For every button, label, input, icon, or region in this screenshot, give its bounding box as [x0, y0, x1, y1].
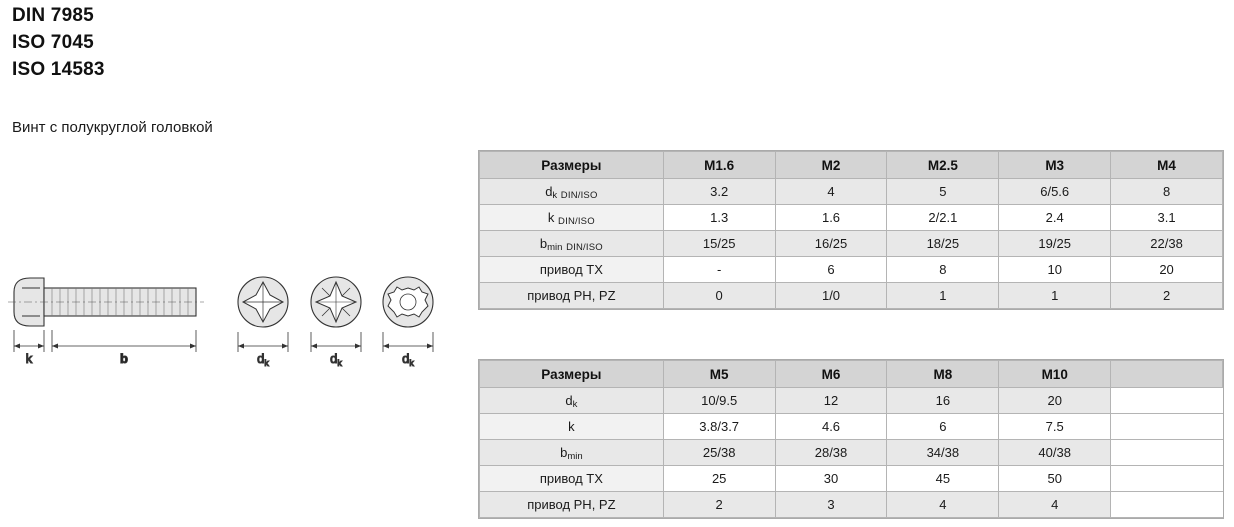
dimension-label-dk-1: $d_k$	[257, 351, 269, 368]
cell-value: 4	[775, 179, 887, 205]
col-header-m10: M10	[999, 361, 1111, 388]
torx-drive-head	[383, 277, 433, 327]
dimension-label-k: k	[25, 351, 33, 366]
cell-value: 3.1	[1111, 205, 1223, 231]
cell-value: 4.6	[775, 414, 887, 440]
row-label: dk	[480, 388, 664, 414]
col-header-m6: M6	[775, 361, 887, 388]
col-header-blank	[1111, 361, 1223, 388]
col-header-m2-5: M2.5	[887, 152, 999, 179]
cell-value: 34/38	[887, 440, 999, 466]
cell-value: 10/9.5	[663, 388, 775, 414]
cell-value: 1.3	[663, 205, 775, 231]
cell-value: 28/38	[775, 440, 887, 466]
table-row	[480, 179, 1223, 205]
cell-value: 25	[663, 466, 775, 492]
cell-value: 8	[887, 257, 999, 283]
dimension-label-dk-2: $d_k$	[330, 351, 342, 368]
technical-drawing	[0, 270, 460, 400]
table-row	[480, 257, 1223, 283]
cell-value: 1/0	[775, 283, 887, 309]
table-2	[479, 360, 1223, 518]
standard-line-3: ISO 14583	[12, 59, 105, 80]
dimensions-table-metric-small	[478, 150, 1224, 310]
table-row	[480, 205, 1223, 231]
cell-value: 12	[775, 388, 887, 414]
table-row	[480, 283, 1223, 309]
cell-value: 4	[999, 492, 1111, 518]
col-header-m2: M2	[775, 152, 887, 179]
cell-value: 3.8/3.7	[663, 414, 775, 440]
cell-blank	[1111, 492, 1223, 518]
product-subtitle: Винт с полукруглой головкой	[12, 119, 213, 136]
cell-blank	[1111, 466, 1223, 492]
cell-value: 1.6	[775, 205, 887, 231]
table-header-row	[480, 361, 1223, 388]
standard-line-2: ISO 7045	[12, 32, 94, 53]
row-label: dk DIN/ISO	[480, 179, 664, 205]
table-1	[479, 151, 1223, 309]
standards-list	[12, 2, 432, 83]
col-header-sizes: Размеры	[480, 152, 664, 179]
pozidriv-drive-head	[311, 277, 361, 327]
cell-value: 18/25	[887, 231, 999, 257]
dimensions-table-metric-large	[478, 359, 1224, 519]
cell-value: 25/38	[663, 440, 775, 466]
table-row	[480, 492, 1223, 518]
table-header-row	[480, 152, 1223, 179]
cell-value: 19/25	[999, 231, 1111, 257]
col-header-m4: M4	[1111, 152, 1223, 179]
cell-blank	[1111, 388, 1223, 414]
cell-value: 2	[1111, 283, 1223, 309]
cell-value: 1	[999, 283, 1111, 309]
cell-value: 4	[887, 492, 999, 518]
cell-value: -	[663, 257, 775, 283]
table-row	[480, 466, 1223, 492]
table-row	[480, 231, 1223, 257]
cell-value: 0	[663, 283, 775, 309]
cell-value: 50	[999, 466, 1111, 492]
table-row	[480, 440, 1223, 466]
cell-blank	[1111, 414, 1223, 440]
cell-value: 20	[999, 388, 1111, 414]
cell-value: 1	[887, 283, 999, 309]
col-header-m5: M5	[663, 361, 775, 388]
cell-value: 5	[887, 179, 999, 205]
col-header-m8: M8	[887, 361, 999, 388]
cell-value: 20	[1111, 257, 1223, 283]
cell-value: 22/38	[1111, 231, 1223, 257]
cell-value: 6/5.6	[999, 179, 1111, 205]
cell-value: 3.2	[663, 179, 775, 205]
row-label: привод PH, PZ	[480, 283, 664, 309]
cell-value: 3	[775, 492, 887, 518]
col-header-m3: M3	[999, 152, 1111, 179]
dimension-label-b: b	[120, 351, 128, 366]
cell-value: 6	[775, 257, 887, 283]
cell-value: 16	[887, 388, 999, 414]
cell-value: 7.5	[999, 414, 1111, 440]
cell-value: 10	[999, 257, 1111, 283]
cell-value: 2.4	[999, 205, 1111, 231]
row-label: bmin	[480, 440, 664, 466]
cell-value: 2	[663, 492, 775, 518]
row-label: привод PH, PZ	[480, 492, 664, 518]
cell-value: 30	[775, 466, 887, 492]
cell-blank	[1111, 440, 1223, 466]
row-label: bmin DIN/ISO	[480, 231, 664, 257]
table-row	[480, 388, 1223, 414]
cell-value: 16/25	[775, 231, 887, 257]
row-label: k DIN/ISO	[480, 205, 664, 231]
cell-value: 2/2.1	[887, 205, 999, 231]
side-view-screw	[8, 278, 204, 326]
cell-value: 8	[1111, 179, 1223, 205]
cell-value: 40/38	[999, 440, 1111, 466]
table-row	[480, 414, 1223, 440]
row-label: k	[480, 414, 664, 440]
phillips-drive-head	[238, 277, 288, 327]
dimension-label-dk-3: $d_k$	[402, 351, 414, 368]
cell-value: 6	[887, 414, 999, 440]
row-label: привод TX	[480, 466, 664, 492]
cell-value: 45	[887, 466, 999, 492]
col-header-m1-6: M1.6	[663, 152, 775, 179]
standard-line-1: DIN 7985	[12, 5, 94, 26]
col-header-sizes: Размеры	[480, 361, 664, 388]
cell-value: 15/25	[663, 231, 775, 257]
row-label: привод TX	[480, 257, 664, 283]
